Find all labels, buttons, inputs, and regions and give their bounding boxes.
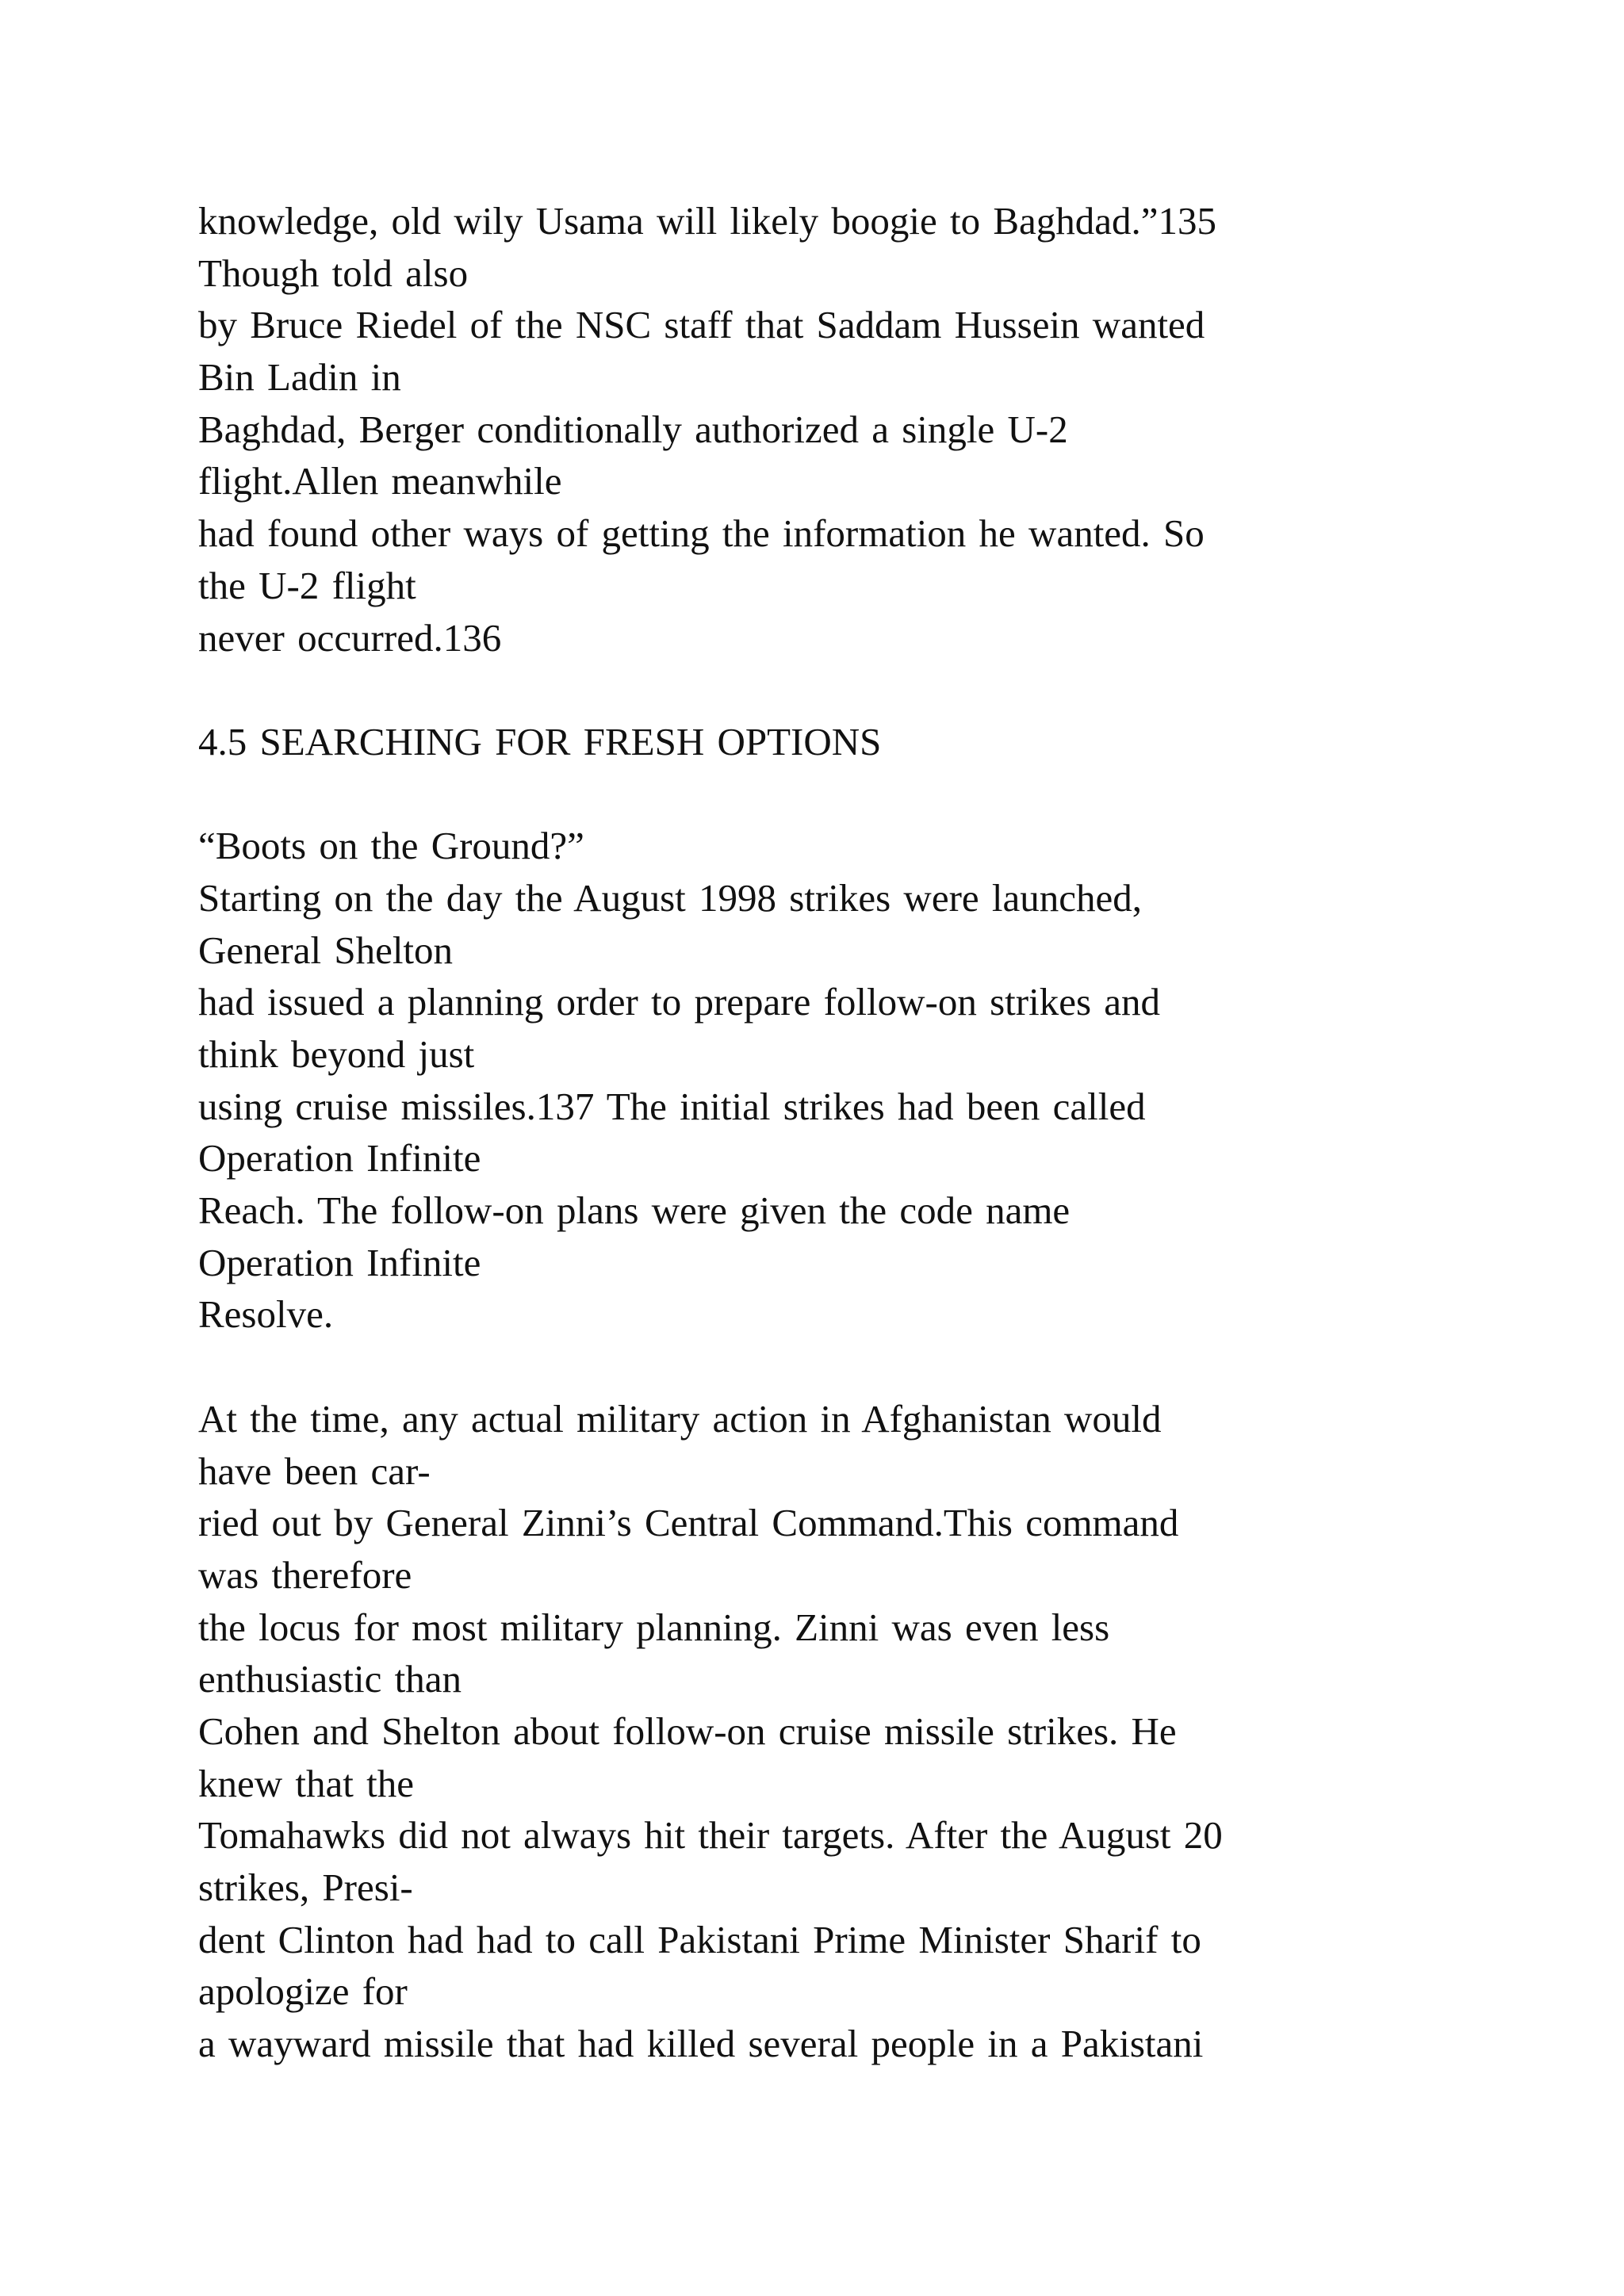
text-line: strikes, Presi- xyxy=(198,1866,413,1909)
text-line: using cruise missiles.137 The initial strikes had been called xyxy=(198,1084,1146,1128)
text-line: knowledge, old wily Usama will likely boogie to Baghdad.”135 xyxy=(198,199,1217,243)
text-line: 4.5 SEARCHING FOR FRESH OPTIONS xyxy=(198,719,882,763)
text-line: General Shelton xyxy=(198,928,454,972)
text-line: the locus for most military planning. Zinni was even less xyxy=(198,1605,1110,1649)
text-line: Resolve. xyxy=(198,1292,334,1337)
text-line: never occurred.136 xyxy=(198,615,502,660)
text-line: Operation Infinite xyxy=(198,1136,481,1181)
text-line: Cohen and Shelton about follow-on cruise missile strikes. He xyxy=(198,1709,1177,1753)
blank-line xyxy=(198,1341,1507,1393)
text-line: Reach. The follow-on plans were given the code name xyxy=(198,1188,1071,1233)
text-line: Operation Infinite xyxy=(198,1240,481,1284)
blank-line xyxy=(198,768,1507,821)
text-line: apologize for xyxy=(198,1969,408,2014)
text-line: had issued a planning order to prepare follow-on strikes and xyxy=(198,980,1161,1024)
text-line: was therefore xyxy=(198,1552,412,1597)
blank-line xyxy=(198,664,1507,716)
text-line: have been car- xyxy=(198,1448,431,1493)
text-line: think beyond just xyxy=(198,1032,475,1076)
text-line: Though told also xyxy=(198,251,469,295)
document-page xyxy=(198,195,1507,2070)
text-line: the U-2 flight xyxy=(198,563,416,607)
text-line: a wayward missile that had killed several people in a Pakistani xyxy=(198,2022,1204,2066)
text-line: ried out by General Zinni’s Central Command.This command xyxy=(198,1501,1179,1545)
text-line: enthusiastic than xyxy=(198,1657,462,1701)
text-line: dent Clinton had had to call Pakistani Prime Minister Sharif to xyxy=(198,1917,1201,1961)
text-line: Starting on the day the August 1998 strikes were launched, xyxy=(198,875,1142,920)
text-line: At the time, any actual military action in Afghanistan would xyxy=(198,1396,1162,1441)
text-line: flight.Allen meanwhile xyxy=(198,459,562,503)
text-line: by Bruce Riedel of the NSC staff that Saddam Hussein wanted xyxy=(198,303,1205,347)
text-line: Tomahawks did not always hit their targets. After the August 20 xyxy=(198,1813,1223,1858)
text-line: Bin Ladin in xyxy=(198,355,401,400)
text-line: had found other ways of getting the information he wanted. So xyxy=(198,511,1205,556)
text-line: “Boots on the Ground?” xyxy=(198,824,584,868)
text-line: Baghdad, Berger conditionally authorized a single U-2 xyxy=(198,407,1068,451)
text-line: knew that the xyxy=(198,1761,414,1805)
